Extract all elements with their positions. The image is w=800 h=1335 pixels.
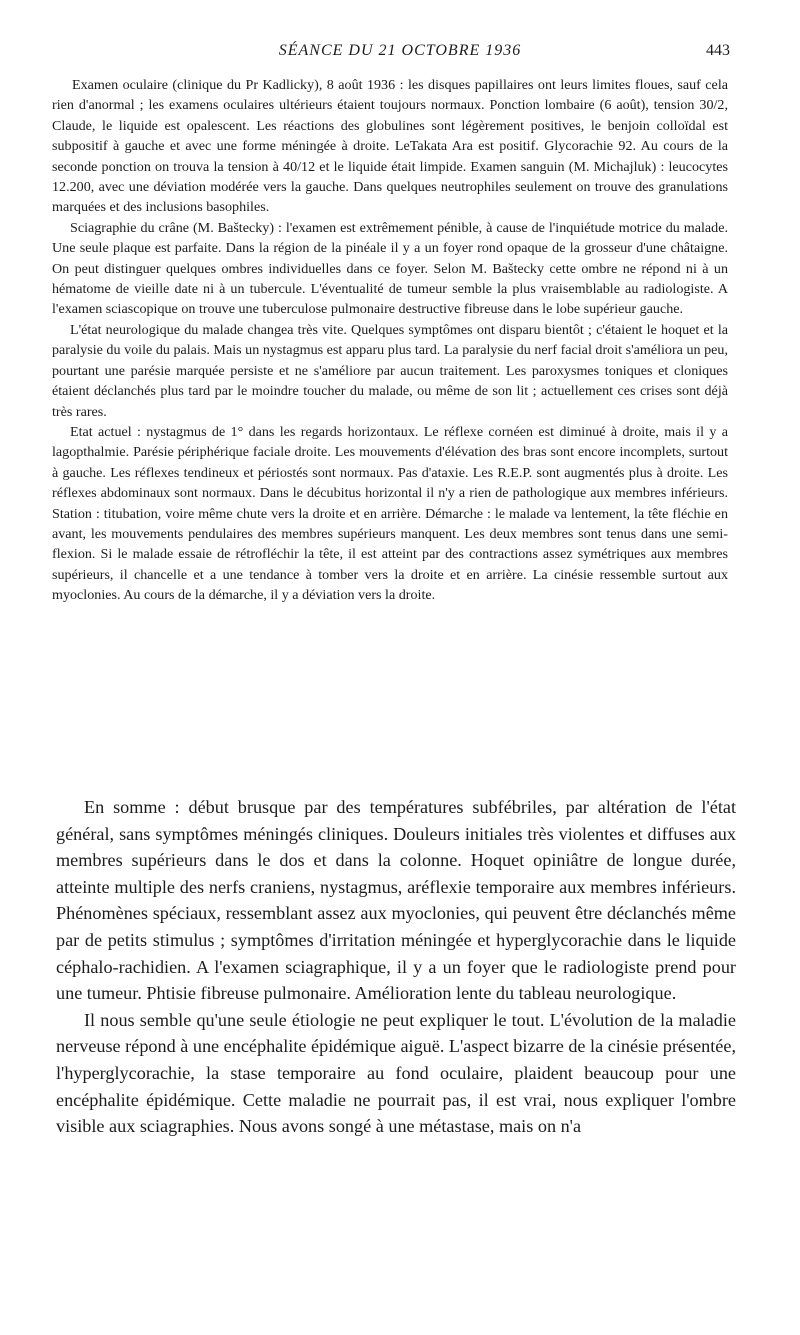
paragraph-neurological-state: L'état neurologique du malade changea très vite. Quelques symptômes ont disparu bientôt ; c'étaient le hoquet et la paralysie du voile du palais. Mais un nystagmus est apparu plus tard. La paralysie du nerf facial droit s'améliora un peu, pourtant une parésie marquée persiste et ne s'améliore par aucun traitement. Les paroxysmes toniques et cloniques étaient déclanchés plus tard par le moindre toucher du malade, ou même de son lit ; actuellement ces crises sont déjà très rares. bbox=[52, 321, 728, 420]
case-details-section bbox=[52, 75, 728, 606]
paragraph-summary: En somme : début brusque par des températures subfébriles, par altération de l'état général, sans symptômes méningés cliniques. Douleurs initiales très violentes et diffuses aux membres supérieurs dans le dos et dans la colonne. Hoquet opiniâtre de longue durée, atteinte multiple des nerfs craniens, nystagmus, aréflexie temporaire aux membres inférieurs. Phénomènes spéciaux, ressemblant assez aux myoclonies, qui peuvent être déclanchés même par de petits stimulus ; symptômes d'irritation méningée et hyperglycorachie dans le liquide céphalo-rachidien. A l'examen sciagraphique, il y a un foyer que le radiologiste prend pour une tumeur. Phtisie fibreuse pulmonaire. Amélioration lente du tableau neurologique. bbox=[56, 797, 736, 1004]
paragraph-skull-sciagraphy: Sciagraphie du crâne (M. Baštecky) : l'examen est extrêmement pénible, à cause de l'inquiétude motrice du malade. Une seule plaque est parfaite. Dans la région de la pinéale il y a un foyer rond opaque de la grosseur d'une châtaigne. On peut distinguer quelques ombres individuelles dans ce foyer. Selon M. Baštecky cette ombre ne répond ni à un hématome de vieille date ni à un tubercule. L'éventualité de tumeur semble la plus vraisemblable au radiologiste. A l'examen sciascopique on trouve une tuberculose pulmonaire destructive fibreuse dans le lobe supérieur gauche. bbox=[52, 219, 728, 318]
page-header bbox=[70, 42, 730, 66]
page-number: 443 bbox=[706, 42, 730, 59]
paragraph-current-state: Etat actuel : nystagmus de 1° dans les regards horizontaux. Le réflexe cornéen est diminué à droite, mais il y a lagopthalmie. Parésie périphérique faciale droite. Les mouvements d'élévation des bras sont encore incomplets, surtout à gauche. Les réflexes tendineux et périostés sont normaux. Pas d'ataxie. Les R.E.P. sont augmentés plus à droite. Les réflexes abdominaux sont normaux. Dans le décubitus horizontal il n'y a rien de pathologique aux membres inférieurs. Station : titubation, voire même chute vers la droite et en arrière. Démarche : le malade va lentement, la tête fléchie en avant, les mouvements pendulaires des membres supérieurs manquent. Les deux membres sont tenus dans une semi-flexion. Si le malade essaie de rétrofléchir la tête, il est atteint par des contractions assez symétriques aux membres supérieurs, il chancelle et a une tendance à tomber vers la droite et en arrière. La cinésie ressemble surtout aux myoclonies. Au cours de la démarche, il y a déviation vers la droite. bbox=[52, 423, 728, 604]
running-title: SÉANCE DU 21 OCTOBRE 1936 bbox=[278, 42, 522, 59]
paragraph-etiology: Il nous semble qu'une seule étiologie ne peut expliquer le tout. L'évolution de la maladie nerveuse répond à une encéphalite épidémique aiguë. L'aspect bizarre de la cinésie présentée, l'hyperglycorachie, la stase temporaire au fond oculaire, plaident beaucoup pour une encéphalite épidémique. Cette maladie ne pourrait pas, il est vrai, nous expliquer l'ombre visible aux sciagraphies. Nous avons songé à une métastase, mais on n'a bbox=[56, 1009, 736, 1137]
summary-section bbox=[56, 794, 736, 1140]
paragraph-eye-exam: Examen oculaire (clinique du Pr Kadlicky), 8 août 1936 : les disques papillaires ont leurs limites floues, sauf cela rien d'anormal ; les examens oculaires ultérieurs étaient toujours normaux. Ponction lombaire (6 août), tension 30/2, Claude, le liquide est opalescent. Les réactions des globulines sont légèrement positives, le benjoin colloïdal est subpositif à gauche et avec une forme méningée à droite. LeTakata Ara est positif. Glycorachie 92. Au cours de la seconde ponction on trouva la tension à 40/12 et le liquide était limpide. Examen sanguin (M. Michajluk) : leucocytes 12.200, avec une déviation modérée vers la gauche. Dans quelques neutrophiles seulement on trouve des granulations marquées et des inclusions basophiles. bbox=[52, 77, 728, 216]
